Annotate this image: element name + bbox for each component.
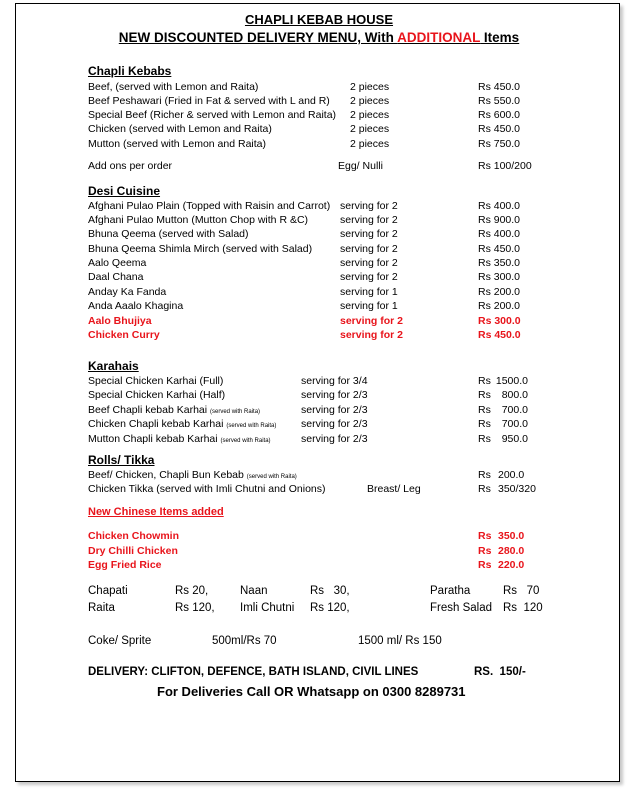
menu-item-note: (served with Raita) (220, 438, 271, 444)
menu-item-price: Rs 400.0 (478, 228, 521, 240)
menu-item-price: Rs 450.0 (478, 329, 521, 341)
bread-price: Rs 30, (310, 585, 350, 597)
section-header-rolls: Rolls/ Tikka (88, 453, 155, 467)
menu-item-qty: 2 pieces (350, 95, 390, 107)
menu-item-name: Special Beef (Richer & served with Lemon and Raita) (88, 109, 337, 121)
menu-item-name: Bhuna Qeema (served with Salad) (88, 228, 249, 240)
bread-name: Naan (240, 585, 268, 597)
menu-item-currency: Rs (478, 375, 491, 387)
bread-price: Rs 20, (175, 585, 209, 597)
subtitle-highlight: ADDITIONAL (397, 30, 481, 45)
contact-line: For Deliveries Call OR Whatsapp on 0300 8289731 (157, 684, 466, 699)
side-name: Fresh Salad (430, 602, 493, 614)
menu-item-qty: serving for 1 (340, 300, 398, 312)
menu-item-price: 1500.0 (495, 375, 528, 387)
menu-item-label: Beef/ Chicken, Chapli Bun Kebab (88, 469, 244, 481)
menu-item-name: Special Chicken Karhai (Half) (88, 389, 226, 401)
menu-item-price: 950.0 (501, 433, 528, 445)
menu-item-name: Aalo Bhujiya (88, 315, 152, 327)
subtitle-prefix: NEW DISCOUNTED DELIVERY MENU, With (118, 30, 398, 45)
menu-item-price: Rs 550.0 (478, 95, 521, 107)
bread-name: Chapati (88, 585, 128, 597)
bread-name: Paratha (430, 585, 471, 597)
menu-item-name: Afghani Pulao Mutton (Mutton Chop with R &C) (88, 214, 309, 226)
menu-item-price: Rs 600.0 (478, 109, 521, 121)
menu-item-price: Rs 200.0 (478, 286, 521, 298)
menu-item-name: Chicken Chowmin (88, 530, 180, 542)
menu-item-label: Mutton Chapli kebab Karhai (88, 433, 218, 445)
menu-item-note: (served with Raita) (246, 474, 297, 480)
drink-name: Coke/ Sprite (88, 635, 152, 647)
drink-large-price: 1500 ml/ Rs 150 (358, 635, 442, 647)
menu-item-price: Rs 450.0 (478, 243, 521, 255)
side-price: Rs 120, (310, 602, 350, 614)
menu-item-name: Mutton (served with Lemon and Raita) (88, 138, 267, 150)
menu-item-name: Afghani Pulao Plain (Topped with Raisin and Carrot) (88, 200, 331, 212)
addons-name: Add ons per order (88, 160, 173, 172)
menu-item-name: Aalo Qeema (88, 257, 147, 269)
side-name: Raita (88, 602, 115, 614)
menu-item-name: Chicken Tikka (served with Imli Chutni and Onions) (88, 483, 326, 495)
menu-item-qty: serving for 2 (340, 271, 398, 283)
menu-item-price: 700.0 (501, 404, 528, 416)
menu-item-price: Rs 400.0 (478, 200, 521, 212)
menu-item-note: (served with Raita) (226, 423, 277, 429)
menu-item-name: Special Chicken Karhai (Full) (88, 375, 224, 387)
side-name: Imli Chutni (240, 602, 295, 614)
section-header-karahais: Karahais (88, 359, 139, 373)
delivery-charge: RS. 150/- (474, 666, 526, 678)
menu-item-name: Anda Aaalo Khagina (88, 300, 184, 312)
menu-item-qty: serving for 2/3 (301, 433, 368, 445)
menu-item-name: Beef Peshawari (Fried in Fat & served with L and R) (88, 95, 330, 107)
menu-item-name: Dry Chilli Chicken (88, 545, 178, 557)
menu-item-name (88, 404, 260, 416)
menu-item-currency: Rs (478, 483, 491, 495)
drink-small-price: 500ml/Rs 70 (212, 635, 277, 647)
menu-item-name: Beef, (served with Lemon and Raita) (88, 81, 259, 93)
menu-item-name (88, 418, 276, 430)
side-price: Rs 120 (503, 602, 543, 614)
menu-item-name: Egg Fried Rice (88, 559, 162, 571)
menu-item-currency: Rs (478, 433, 491, 445)
menu-item-name: Chicken (served with Lemon and Raita) (88, 123, 272, 135)
menu-item-qty: 2 pieces (350, 123, 390, 135)
section-header-chinese: New Chinese Items added (88, 506, 224, 518)
menu-item-qty: serving for 2 (340, 257, 398, 269)
bread-price: Rs 70 (503, 585, 540, 597)
menu-item-currency: Rs (478, 469, 491, 481)
menu-item-qty: Breast/ Leg (367, 483, 421, 495)
menu-item-qty: 2 pieces (350, 81, 390, 93)
menu-item-qty: serving for 2 (340, 214, 398, 226)
addons-qty: Egg/ Nulli (338, 160, 383, 172)
menu-item-qty: serving for 2/3 (301, 404, 368, 416)
menu-item-price: 800.0 (501, 389, 528, 401)
menu-item-qty: serving for 2/3 (301, 418, 368, 430)
menu-item-qty: serving for 2 (340, 315, 404, 327)
menu-item-name: Daal Chana (88, 271, 144, 283)
menu-item-qty: serving for 2 (340, 200, 398, 212)
menu-item-name: Chicken Curry (88, 329, 160, 341)
side-price: Rs 120, (175, 602, 215, 614)
menu-item-currency: Rs (478, 418, 491, 430)
menu-item-qty: serving for 2 (340, 228, 398, 240)
menu-item-qty: 2 pieces (350, 138, 390, 150)
menu-item-price: Rs 900.0 (478, 214, 521, 226)
page-title: CHAPLI KEBAB HOUSE (244, 12, 394, 27)
menu-item-price: Rs 450.0 (478, 123, 521, 135)
delivery-areas: DELIVERY: CLIFTON, DEFENCE, BATH ISLAND, CIVIL LINES (88, 666, 419, 678)
menu-item-currency: Rs (478, 389, 491, 401)
menu-item-price: Rs 300.0 (478, 315, 521, 327)
menu-item-qty: serving for 1 (340, 286, 398, 298)
menu-item-currency: Rs (478, 404, 491, 416)
menu-item-name (88, 469, 297, 481)
menu-item-price: 200.0 (498, 469, 525, 481)
menu-item-qty: 2 pieces (350, 109, 390, 121)
menu-item-qty: serving for 2/3 (301, 389, 368, 401)
menu-item-price: Rs 300.0 (478, 271, 521, 283)
menu-item-name (88, 433, 271, 445)
menu-item-currency: Rs (478, 559, 492, 571)
menu-item-price: 700.0 (501, 418, 528, 430)
menu-item-note: (served with Raita) (210, 409, 261, 415)
subtitle-suffix: Items (480, 30, 520, 45)
menu-item-price: Rs 450.0 (478, 81, 521, 93)
menu-item-price: 220.0 (498, 559, 525, 571)
menu-item-price: 350.0 (498, 530, 525, 542)
menu-item-label: Chicken Chapli kebab Karhai (88, 418, 224, 430)
menu-item-name: Bhuna Qeema Shimla Mirch (served with Salad) (88, 243, 313, 255)
menu-item-label: Beef Chapli kebab Karhai (88, 404, 208, 416)
menu-item-qty: serving for 2 (340, 329, 404, 341)
section-header-desi: Desi Cuisine (88, 184, 161, 198)
menu-item-price: 280.0 (498, 545, 525, 557)
menu-item-price: Rs 200.0 (478, 300, 521, 312)
menu-item-currency: Rs (478, 530, 492, 542)
menu-item-price: 350/320 (498, 483, 536, 495)
menu-item-price: Rs 350.0 (478, 257, 521, 269)
menu-item-name: Anday Ka Fanda (88, 286, 167, 298)
menu-item-qty: serving for 3/4 (301, 375, 368, 387)
section-header-chapli: Chapli Kebabs (88, 64, 172, 78)
menu-item-currency: Rs (478, 545, 492, 557)
menu-item-price: Rs 750.0 (478, 138, 521, 150)
addons-price: Rs 100/200 (478, 160, 532, 172)
menu-item-qty: serving for 2 (340, 243, 398, 255)
page-subtitle (0, 30, 638, 45)
